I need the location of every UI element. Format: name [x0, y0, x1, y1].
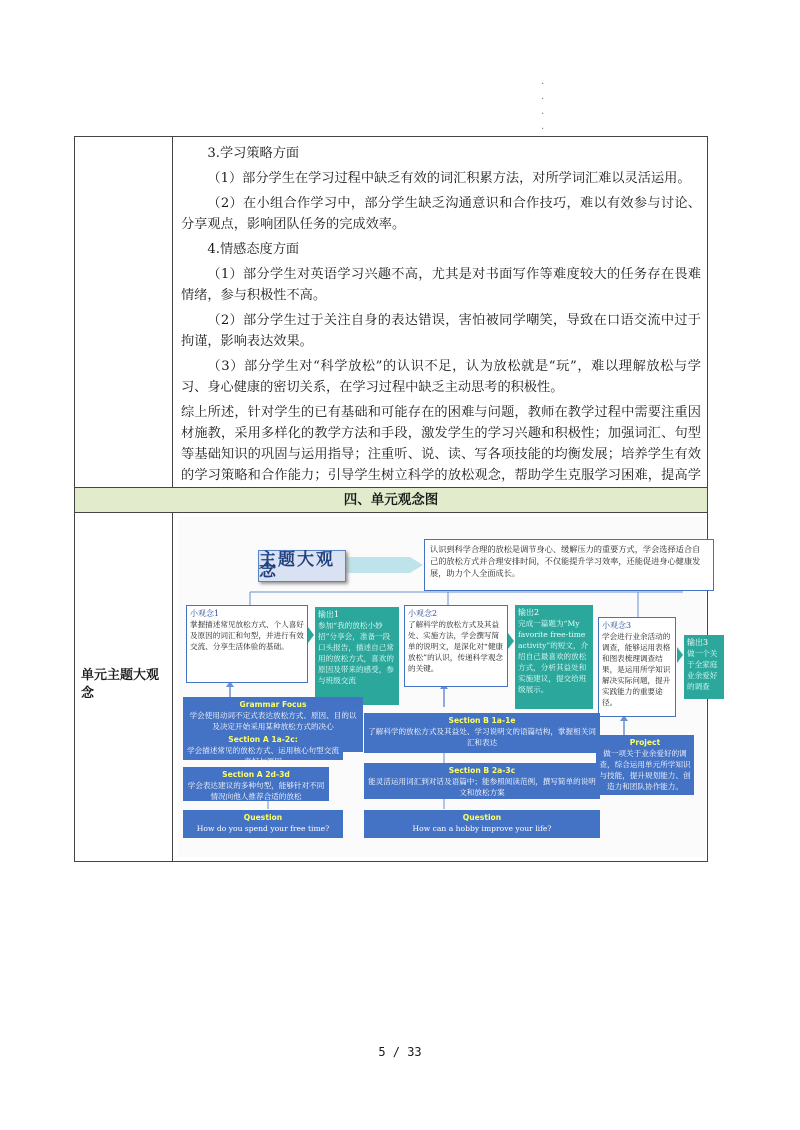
- output-2-head: 输出2: [518, 608, 540, 617]
- question-1-body: How do you spend your free time?: [196, 824, 330, 833]
- concept-map-row: [75, 512, 718, 861]
- output-2-body: 完成一篇题为“My favorite free-time activity”的短文，介绍自己最喜欢的放松方式，分析其益处和实施建议，提交给班级展示。: [518, 619, 589, 694]
- question-1-head: Question: [243, 813, 283, 822]
- section-a-2-body: 学会表达建议的多种句型，能够针对不同情况向他人推荐合适的放松: [187, 781, 325, 801]
- question-2-box: [364, 810, 600, 838]
- paragraph: （3）部分学生对“科学放松”的认识不足，认为放松就是“玩”，难以理解放松与学习、身心健康的密切关系，在学习过程中缺乏主动思考的积极性。: [181, 359, 701, 395]
- project-box: [596, 735, 694, 795]
- output-1-box: [315, 607, 399, 705]
- project-head: Project: [629, 738, 661, 747]
- paragraph: （1）部分学生在学习过程中缺乏有效的词汇积累方法，对所学词汇难以灵活运用。: [207, 171, 691, 186]
- paragraph: （2）部分学生过于关注自身的表达错误，害怕被同学嘲笑，导致在口语交流中过于拘谨，影响表达效果。: [181, 313, 701, 349]
- section-a-2-head: Section A 2d-3d: [222, 770, 290, 779]
- output-2-box: [515, 605, 593, 709]
- output-3-head: 输出3: [687, 638, 709, 647]
- output-1-head: 输出1: [318, 610, 340, 619]
- arrow-right-1: [308, 627, 314, 643]
- analysis-left-cell: [75, 137, 173, 487]
- question-2-body: How can a hobby improve your life?: [412, 824, 552, 833]
- concept-map: [178, 517, 718, 857]
- paragraph: （2）在小组合作学习中，部分学生缺乏沟通意识和合作技巧，难以有效参与讨论、分享观点，影响团队任务的完成效率。: [181, 196, 701, 232]
- analysis-text-cell: [173, 137, 707, 517]
- map-row-label: 单元主题大观念: [81, 668, 160, 701]
- paragraph: 3.学习策略方面: [207, 146, 300, 161]
- small-idea-1-box: [186, 605, 308, 683]
- section-a-1-head: Section A 1a-2c:: [228, 735, 298, 744]
- small-idea-2-box: [404, 605, 508, 687]
- small-idea-2-head: 小观念2: [408, 609, 438, 618]
- arrow-right-2: [508, 633, 514, 649]
- question-2-head: Question: [462, 813, 502, 822]
- small-idea-3-body: 学会进行业余活动的调查，能够运用表格和图表梳理调查结果，是运用所学知识解决实际问题，提升实践能力的重要途径。: [602, 632, 671, 707]
- margin-dots: . . . .: [541, 76, 545, 132]
- small-idea-1-head: 小观念1: [190, 609, 220, 618]
- section-a-1-box: [183, 732, 343, 766]
- section-b-2-body: 能灵活运用词汇到对话及语篇中；能参照阅读范例，撰写简单的说明文和放松方案: [368, 777, 596, 797]
- paragraph: 4.情感态度方面: [207, 242, 300, 257]
- section-a-2-box: [183, 767, 329, 801]
- paragraph: 综上所述，针对学生的已有基础和可能存在的困难与问题，教师在教学过程中需要注重因材施教，采用多样化的教学方法和手段，激发学生的学习兴趣和积极性；加强词汇、句型等基础知识的巩固与运用指导；注重听、说、读、写各项技能的均衡发展；培养学生有效的学习策略和合作能力；引导学生树立科学的放松观念，帮助学生克服学习困难，提高学: [181, 405, 701, 483]
- section-b-2-box: [364, 763, 600, 799]
- section-b-1-body: 了解科学的放松方式及其益处、学习说明文的语篇结构，掌握相关词汇和表达: [368, 727, 596, 747]
- section-a-1-body: 学会描述常见的放松方式、运用核心句型交流喜好与原因: [187, 746, 339, 766]
- small-idea-3-head: 小观念3: [602, 621, 632, 630]
- page-number: 5 / 33: [378, 1045, 422, 1059]
- section-b-1-head: Section B 1a-1e: [448, 716, 516, 725]
- small-idea-1-body: 掌握描述常见放松方式、个人喜好及原因的词汇和句型，并进行有效交流、分享生活体验的基础。: [190, 620, 304, 651]
- question-1-box: [183, 810, 343, 838]
- paragraph: （1）部分学生对英语学习兴趣不高，尤其是对书面写作等难度较大的任务存在畏难情绪，参与积极性不高。: [181, 267, 701, 303]
- output-3-body: 做一个关于全家庭业余爱好的调查: [687, 649, 718, 691]
- small-idea-3-box: [598, 617, 676, 717]
- output-1-body: 参加“我的放松小妙招”分享会，准备一段口头报告，描述自己常用的放松方式，喜欢的原因及带来的感受，参与班级交流: [318, 621, 394, 685]
- main-idea-box: 认识到科学合理的放松是调节身心、缓解压力的重要方式，学会选择适合自己的放松方式并合理安排时间，不仅能提升学习效率，还能促进身心健康发展，助力个人全面成长。: [424, 539, 714, 591]
- section-banner: 四、单元观念图: [75, 487, 707, 512]
- grammar-focus-body: 学会使用动词不定式表达放松方式、原因、目的以及决定开始采用某种放松方式的决心: [189, 711, 357, 731]
- map-left-cell: [75, 513, 173, 861]
- section-b-1-box: [364, 713, 600, 753]
- analysis-row: [75, 137, 707, 487]
- small-idea-2-body: 了解科学的放松方式及其益处、实施方法，学会撰写简单的说明文，是深化对“健康放松”的认识，传递科学观念的关键。: [408, 620, 504, 673]
- section-b-2-head: Section B 2a-3c: [448, 766, 516, 775]
- project-body: 做一项关于业余爱好的调查，综合运用单元所学知识与技能，提升规划能力、创造力和团队协作能力。: [599, 749, 691, 791]
- main-title-box: 主题大观念: [258, 550, 346, 582]
- output-3-box: [684, 635, 724, 699]
- arrow-right-3: [677, 647, 683, 663]
- grammar-focus-head: Grammar Focus: [239, 700, 307, 709]
- document-table: [74, 136, 718, 862]
